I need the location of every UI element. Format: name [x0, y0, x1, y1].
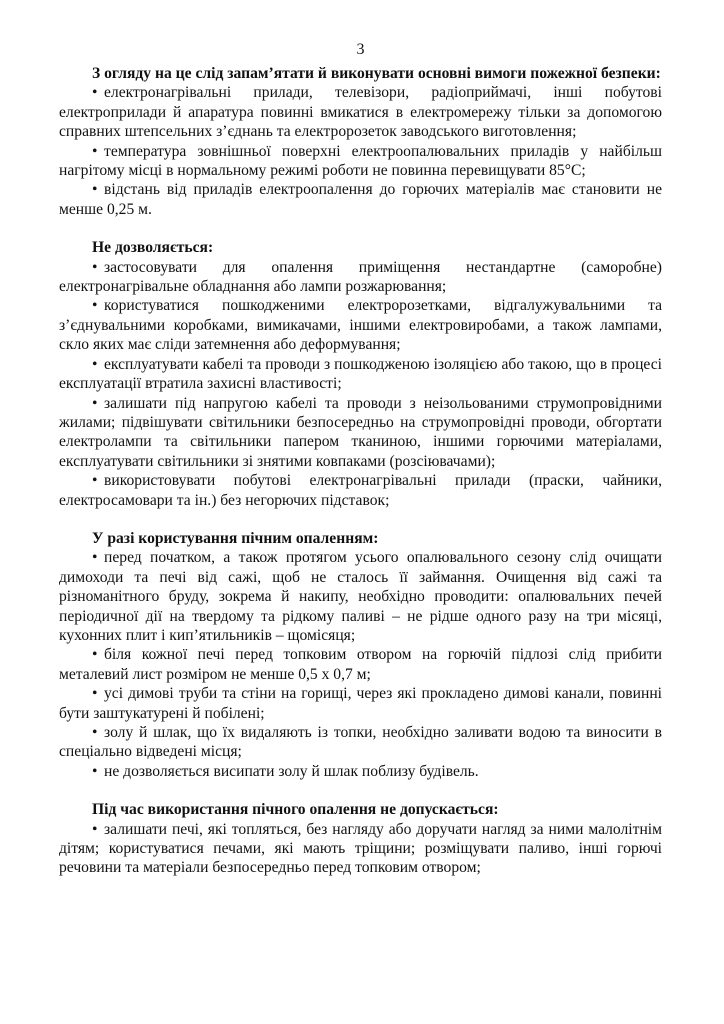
- section-stove-heating-prohibited: [59, 800, 662, 878]
- bullet-icon: •: [92, 258, 98, 276]
- bullet-icon: •: [92, 685, 98, 703]
- list-item-text: застосовувати для опалення приміщення нестандартне (саморобне) електронагрівальне обладнання або лампи розжарювання;: [59, 258, 662, 296]
- section-heading: Під час використання пічного опалення не допускається:: [92, 801, 499, 819]
- section-not-allowed: [59, 238, 662, 510]
- list-item: [59, 394, 662, 472]
- bullet-icon: •: [92, 646, 98, 664]
- list-item-text: відстань від приладів електроопалення до горючих матеріалів має становити не менше 0,25 м.: [59, 181, 662, 218]
- bullet-icon: •: [92, 394, 98, 412]
- list-item: [59, 645, 662, 684]
- section-spacer: [59, 781, 662, 800]
- list-item: [59, 180, 662, 219]
- bullet-icon: •: [92, 355, 98, 373]
- section-heading: У разі користування пічним опаленням:: [92, 529, 379, 547]
- section-fire-safety-requirements: [59, 64, 662, 219]
- list-item: [59, 142, 662, 181]
- list-item-text: користуватися пошкодженими електророзетками, відгалужувальними та з’єднувальними коробками, вимикачами, іншими електровиробами, а також лампами, скло яких має сліди затемнення або деформування;: [59, 297, 662, 354]
- section-stove-heating: [59, 529, 662, 781]
- bullet-icon: •: [92, 549, 98, 567]
- list-item-text: не дозволяється висипати золу й шлак поблизу будівель.: [104, 762, 479, 780]
- list-item-text: усі димові труби та стіни на горищі, через які прокладено димові канали, повинні бути заштукатурені й побілені;: [59, 685, 662, 722]
- list-item-text: експлуатувати кабелі та проводи з пошкодженою ізоляцією або такою, що в процесі експлуатації втратила захисні властивості;: [59, 355, 662, 393]
- list-item: [59, 723, 662, 762]
- bullet-icon: •: [92, 820, 98, 838]
- list-item-text: електронагрівальні прилади, телевізори, радіоприймачі, інші побутові електроприлади й апаратура повинні вмикатися в електромережу тільки за допомогою справних штепсельних з’єднань та електророзеток заводського виготовлення;: [59, 84, 662, 141]
- list-item: [59, 471, 662, 510]
- list-item-text: залишати печі, які топляться, без нагляду або доручати нагляд за ними малолітнім дітям; користуватися печами, які мають тріщини; розміщувати паливо, інші горючі речовини та матеріали безпосередньо перед топковим отвором;: [59, 820, 662, 877]
- list-item: [59, 684, 662, 723]
- list-item: [59, 548, 662, 645]
- list-item-text: використовувати побутові електронагрівальні прилади (праски, чайники, електросамовари та ін.) без негорючих підставок;: [59, 472, 662, 509]
- list-item: [59, 820, 662, 878]
- section-spacer: [59, 510, 662, 529]
- bullet-icon: •: [92, 762, 98, 780]
- list-item: [59, 762, 662, 781]
- document-page: [59, 40, 662, 878]
- bullet-icon: •: [92, 724, 98, 741]
- list-item: [59, 258, 662, 297]
- list-item: [59, 296, 662, 354]
- page-number: 3: [356, 41, 365, 58]
- bullet-icon: •: [92, 142, 98, 160]
- section-spacer: [59, 219, 662, 238]
- list-item: [59, 83, 662, 141]
- bullet-icon: •: [92, 297, 98, 315]
- list-item-text: перед початком, а також протягом усього опалювального сезону слід очищати димоходи та печі від сажі, щоб не сталось її займання. Очищення від сажі та різноманітного бруду, зокрема й накипу, необхідно проводити: опалювальних печей періодичної дії на твердому та рідкому паливі – не рідше одного разу на три місяці, кухонних плит і кип’ятильників – щомісяця;: [59, 549, 662, 644]
- list-item-text: залишати під напругою кабелі та проводи з неізольованими струмопровідними жилами; підвішувати світильники безпосередньо на струмопровідні проводи, обгортати електролампи та світильники папером тканиною, іншими горючими матеріалами, експлуатувати світильники зі знятими ковпаками (розсіювачами);: [59, 394, 662, 470]
- list-item-text: температура зовнішньої поверхні електроопалювальних приладів у найбільш нагрітому місці в нормальному режимі роботи не повинна перевищувати 85°С;: [59, 142, 662, 180]
- list-item-text: золу й шлак, що їх видаляють із топки, необхідно заливати водою та виносити в спеціально відведені місця;: [59, 724, 662, 761]
- section-heading: З огляду на це слід запам’ятати й виконувати основні вимоги пожежної безпеки:: [92, 65, 661, 82]
- list-item-text: біля кожної печі перед топковим отвором на горючій підлозі слід прибити металевий лист розміром не менше 0,5 х 0,7 м;: [59, 646, 662, 683]
- bullet-icon: •: [92, 181, 98, 199]
- list-item: [59, 355, 662, 394]
- section-heading: Не дозволяється:: [92, 239, 214, 257]
- bullet-icon: •: [92, 472, 98, 490]
- bullet-icon: •: [92, 84, 98, 102]
